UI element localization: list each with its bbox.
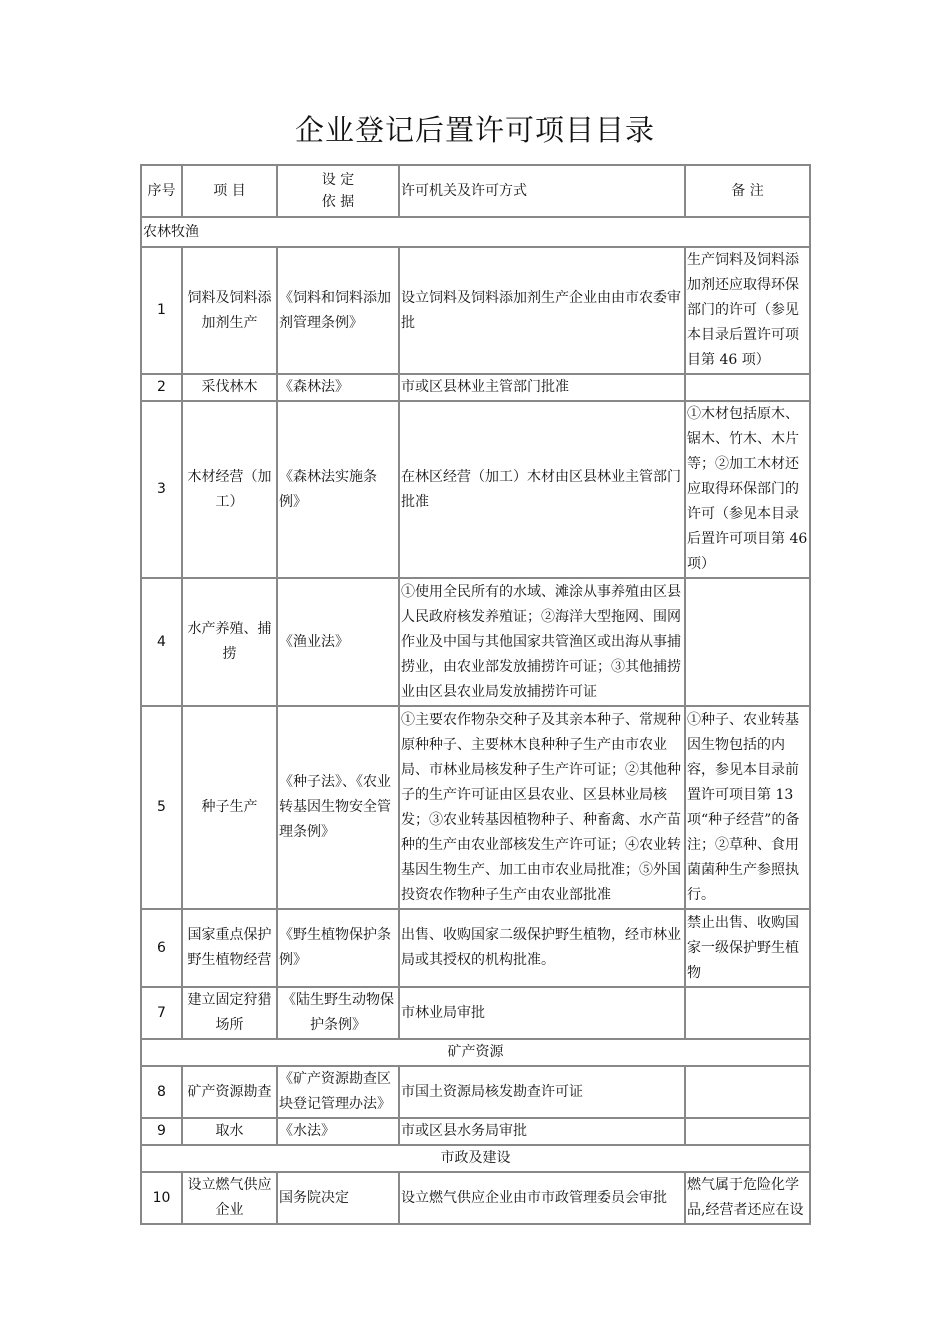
page-title: 企业登记后置许可项目目录 <box>294 113 655 147</box>
row-no: 8 <box>141 1066 182 1118</box>
row-authority: 市林业局审批 <box>399 987 685 1039</box>
row-remarks: 燃气属于危险化学品,经营者还应在设 <box>685 1172 810 1224</box>
row-basis: 《陆生野生动物保护条例》 <box>277 987 399 1039</box>
row-item: 饲料及饲料添加剂生产 <box>182 247 277 374</box>
row-authority: 在林区经营（加工）木材由区县林业主管部门批准 <box>399 401 685 578</box>
section-row <box>141 217 810 247</box>
row-remarks <box>685 1066 810 1118</box>
permit-table <box>140 164 811 1225</box>
row-no: 2 <box>141 374 182 401</box>
row-item: 水产养殖、捕捞 <box>182 578 277 706</box>
row-item: 种子生产 <box>182 706 277 909</box>
table-row <box>141 909 810 987</box>
header-seq: 序号 <box>141 165 182 217</box>
row-no: 3 <box>141 401 182 578</box>
section-row <box>141 1039 810 1066</box>
row-authority: ①主要农作物杂交种子及其亲本种子、常规种原种种子、主要林木良种种子生产由市农业局、市林业局核发种子生产许可证；②其他种子的生产许可证由区县农业、区县林业局核发；③农业转基因植物种子、种畜禽、水产苗种的生产由农业部核发生产许可证；④农业转基因生物生产、加工由市农业局批准；⑤外国投资农作物种子生产由农业部批准 <box>399 706 685 909</box>
row-authority: 市或区县林业主管部门批准 <box>399 374 685 401</box>
section-agri: 农林牧渔 <box>141 217 810 247</box>
row-basis: 《水法》 <box>277 1118 399 1145</box>
row-basis: 《森林法》 <box>277 374 399 401</box>
row-no: 5 <box>141 706 182 909</box>
table-row <box>141 374 810 401</box>
row-authority: 市或区县水务局审批 <box>399 1118 685 1145</box>
row-remarks: 生产饲料及饲料添加剂还应取得环保部门的许可（参见本目录后置许可项目第 46 项） <box>685 247 810 374</box>
table-row <box>141 706 810 909</box>
row-basis: 国务院决定 <box>277 1172 399 1224</box>
row-remarks <box>685 578 810 706</box>
row-no: 6 <box>141 909 182 987</box>
table-row <box>141 247 810 374</box>
header-item: 项 目 <box>182 165 277 217</box>
section-mining: 矿产资源 <box>141 1039 810 1066</box>
row-basis: 《矿产资源勘查区块登记管理办法》 <box>277 1066 399 1118</box>
table-row <box>141 401 810 578</box>
row-no: 7 <box>141 987 182 1039</box>
row-no: 9 <box>141 1118 182 1145</box>
row-basis: 《渔业法》 <box>277 578 399 706</box>
row-basis: 《森林法实施条例》 <box>277 401 399 578</box>
row-item: 设立燃气供应企业 <box>182 1172 277 1224</box>
table-row <box>141 1118 810 1145</box>
row-authority: 出售、收购国家二级保护野生植物，经市林业局或其授权的机构批准。 <box>399 909 685 987</box>
row-remarks <box>685 1118 810 1145</box>
row-authority: 设立饲料及饲料添加剂生产企业由由市农委审批 <box>399 247 685 374</box>
section-row <box>141 1145 810 1172</box>
section-municipal: 市政及建设 <box>141 1145 810 1172</box>
header-basis-line1: 设 定 <box>321 172 355 188</box>
row-remarks <box>685 987 810 1039</box>
row-item: 建立固定狩猎场所 <box>182 987 277 1039</box>
table-row <box>141 1066 810 1118</box>
header-basis-line2: 依 据 <box>321 194 355 210</box>
row-item: 取水 <box>182 1118 277 1145</box>
row-item: 矿产资源勘查 <box>182 1066 277 1118</box>
row-basis: 《饲料和饲料添加剂管理条例》 <box>277 247 399 374</box>
table-row <box>141 578 810 706</box>
table-row <box>141 987 810 1039</box>
row-item: 国家重点保护野生植物经营 <box>182 909 277 987</box>
row-basis: 《种子法》、《农业转基因生物安全管理条例》 <box>277 706 399 909</box>
row-remarks: ①木材包括原木、锯木、竹木、木片等；②加工木材还应取得环保部门的许可（参见本目录后置许可项目第 46 项） <box>685 401 810 578</box>
row-no: 1 <box>141 247 182 374</box>
row-authority: ①使用全民所有的水域、滩涂从事养殖由区县人民政府核发养殖证；②海洋大型拖网、围网作业及中国与其他国家共管渔区或出海从事捕捞业，由农业部发放捕捞许可证；③其他捕捞业由区县农业局发放捕捞许可证 <box>399 578 685 706</box>
table-header-row <box>141 165 810 217</box>
row-authority: 设立燃气供应企业由市市政管理委员会审批 <box>399 1172 685 1224</box>
row-authority: 市国土资源局核发勘查许可证 <box>399 1066 685 1118</box>
row-no: 10 <box>141 1172 182 1224</box>
table-row <box>141 1172 810 1224</box>
row-item: 采伐林木 <box>182 374 277 401</box>
row-item: 木材经营（加工） <box>182 401 277 578</box>
row-remarks: 禁止出售、收购国家一级保护野生植物 <box>685 909 810 987</box>
row-remarks: ①种子、农业转基因生物包括的内容，参见本目录前置许可项目第 13 项“种子经营”的备注；②草种、食用菌菌种生产参照执行。 <box>685 706 810 909</box>
header-authority: 许可机关及许可方式 <box>399 165 685 217</box>
row-basis: 《野生植物保护条例》 <box>277 909 399 987</box>
row-remarks <box>685 374 810 401</box>
header-remarks: 备 注 <box>685 165 810 217</box>
header-basis <box>277 165 399 217</box>
row-no: 4 <box>141 578 182 706</box>
